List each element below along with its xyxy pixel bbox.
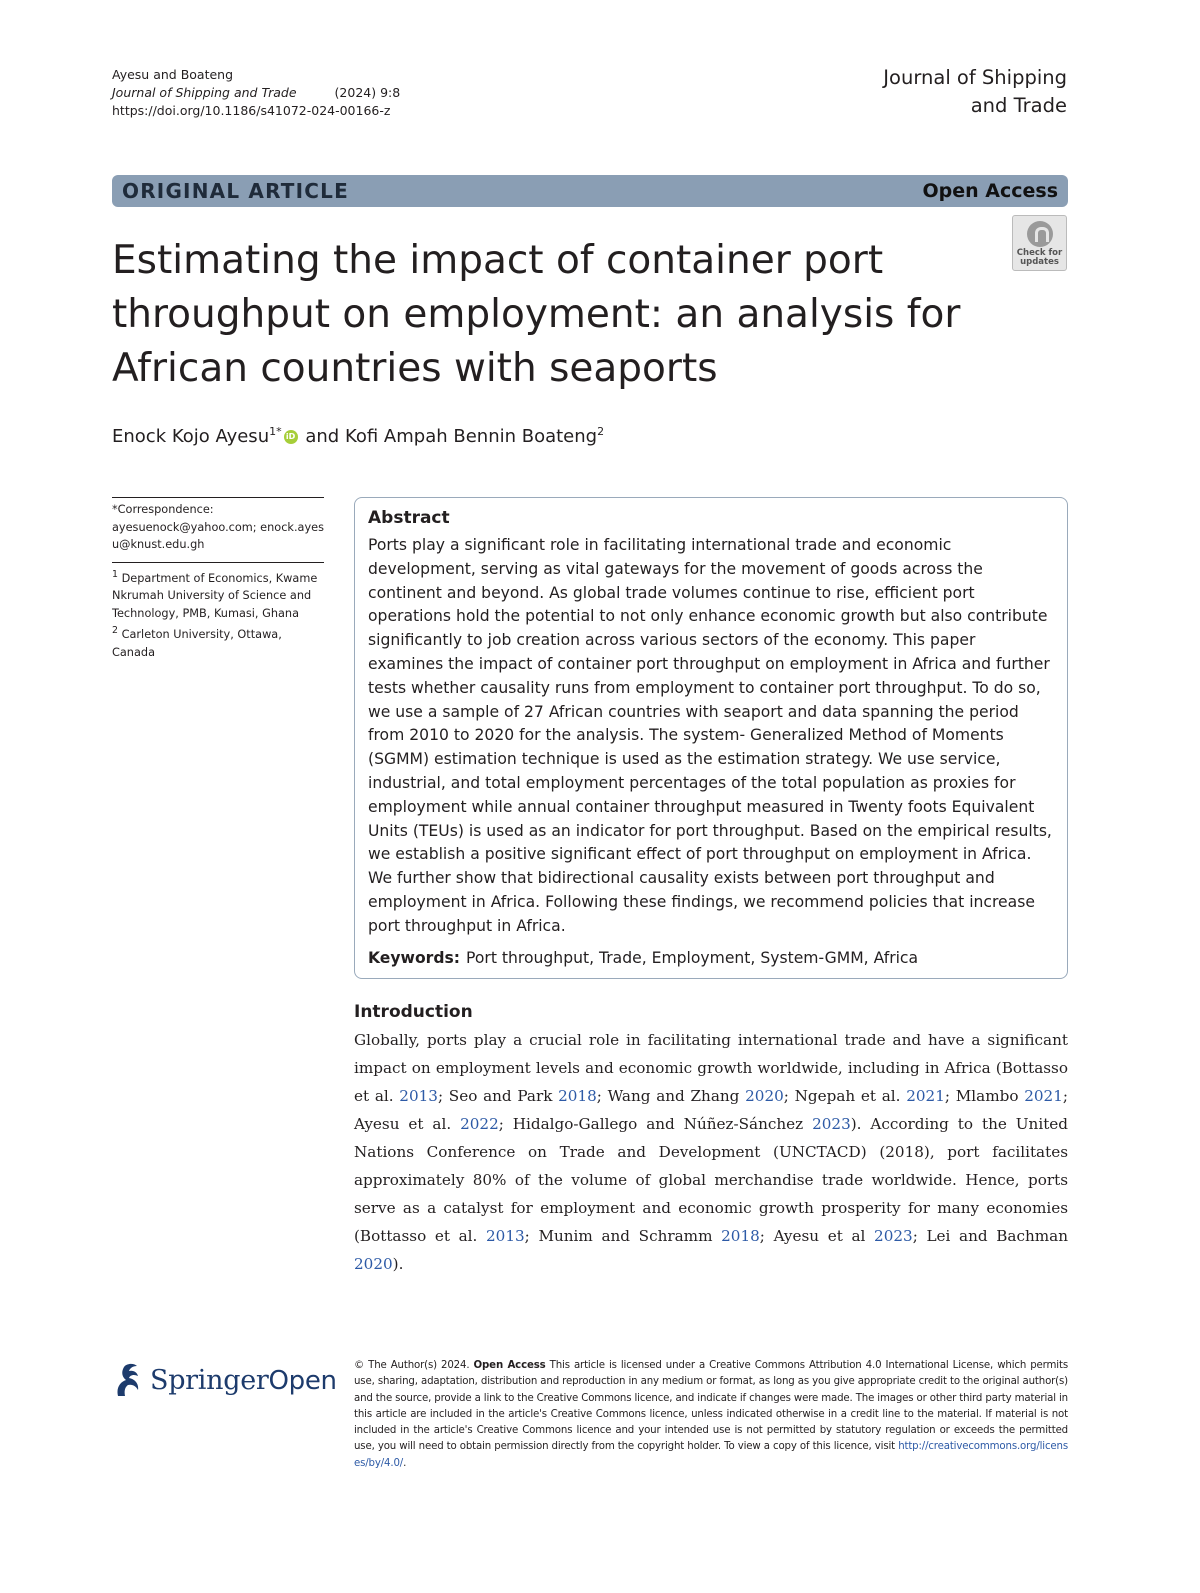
logo-open-text: Open [268, 1365, 337, 1396]
correspondence-label: *Correspondence: [112, 503, 214, 516]
orcid-icon[interactable]: iD [284, 430, 298, 444]
keywords-list: Port throughput, Trade, Employment, System-GMM, Africa [466, 948, 919, 967]
header-journal-line [112, 84, 400, 102]
article-title: Estimating the impact of container port throughput on employment: an analysis for African countries with seaports [112, 238, 961, 391]
open-access-label: Open Access [922, 180, 1058, 202]
crossmark-line2: updates [1020, 257, 1059, 267]
author-2-name[interactable]: Kofi Ampah Bennin Boateng [344, 426, 598, 447]
citation-link[interactable]: 2022 [460, 1115, 499, 1133]
citation-link[interactable]: 2021 [906, 1087, 945, 1105]
license-link[interactable]: http://creativecommons.org/licenses/by/4.0/ [354, 1441, 1068, 1469]
license-text: This article is licensed under a Creative Commons Attribution 4.0 International License, which permits use, sharing, adaptation, distribution and reproduction in any medium or format, as long as you give appropriate credit to the original author(s) and the source, provide a link to the Creative Commons licence, and indicate if changes were made. The images or other third party material in this article are included in the article's Creative Commons licence, unless indicated otherwise in a credit line to the material. If material is not included in the article's Creative Commons licence and your intended use is not permitted by statutory regulation or exceeds the permitted use, you will need to obtain permission directly from the copyright holder. To view a copy of this licence, visit [354, 1360, 1068, 1453]
license-statement [354, 1358, 1068, 1472]
intro-text: ; Ayesu et al. [354, 1087, 1068, 1133]
header-authors: Ayesu and Boateng [112, 67, 234, 82]
citation-link[interactable]: 2020 [745, 1087, 784, 1105]
citation-link[interactable]: 2023 [812, 1115, 851, 1133]
citation-link[interactable]: 2018 [558, 1087, 597, 1105]
author-line [112, 420, 604, 449]
citation-link[interactable]: 2021 [1024, 1087, 1063, 1105]
citation-link[interactable]: 2020 [354, 1255, 393, 1273]
journal-masthead-line1: Journal of Shipping [883, 66, 1067, 89]
journal-masthead [883, 64, 1067, 120]
license-suffix: . [403, 1457, 407, 1469]
author-1-affiliation-mark: 1* [269, 425, 282, 438]
springer-open-logo [112, 1360, 337, 1400]
article-type-label: ORIGINAL ARTICLE [122, 179, 349, 203]
citation-link[interactable]: 2018 [721, 1227, 760, 1245]
intro-text: ; Mlambo [944, 1087, 1025, 1105]
affiliations-block [112, 562, 324, 661]
introduction-paragraph [354, 1026, 1068, 1278]
introduction-heading: Introduction [354, 1002, 473, 1022]
intro-text: ; Lei and Bachman [912, 1227, 1068, 1245]
crossmark-line1: Check for [1016, 248, 1063, 258]
crossmark-icon [1027, 221, 1053, 247]
springer-horse-icon [112, 1360, 142, 1400]
logo-springer-text: Springer [150, 1364, 269, 1396]
abstract-heading: Abstract [368, 508, 450, 528]
running-header [112, 66, 400, 120]
abstract-box [354, 497, 1068, 979]
check-for-updates-badge[interactable] [1012, 215, 1067, 271]
intro-text: ; Ngepah et al. [783, 1087, 907, 1105]
intro-text: ; Ayesu et al [759, 1227, 875, 1245]
citation-link[interactable]: 2013 [399, 1087, 438, 1105]
correspondence-emails[interactable]: ayesuenock@yahoo.com; enock.ayesu@knust.edu.gh [112, 520, 324, 551]
affiliation-2-text: Carleton University, Ottawa, Canada [112, 628, 282, 659]
author-1-name[interactable]: Enock Kojo Ayesu [112, 426, 270, 447]
article-type-banner [112, 175, 1068, 207]
author-connector: and [305, 426, 340, 447]
citation-link[interactable]: 2013 [486, 1227, 525, 1245]
intro-text: ). According to the United Nations Conference on Trade and Development (UNCTACD) (2018), port facilitates approximately 80% of the volume of global merchandise trade worldwide. Hence, ports serve as a catalyst for employment and economic growth prosperity for many economies (Bottasso et al. [354, 1115, 1069, 1245]
intro-text: ; Munim and Schramm [524, 1227, 722, 1245]
correspondence-block [112, 497, 324, 554]
affiliation-2 [112, 622, 324, 661]
journal-masthead-line2: and Trade [970, 94, 1067, 117]
affiliation-1-text: Department of Economics, Kwame Nkrumah University of Science and Technology, PMB, Kumasi, Ghana [112, 571, 318, 620]
intro-text: Globally, ports play a crucial role in facilitating international trade and have a significant impact on employment levels and economic growth worldwide, including in Africa (Bottasso et al. [354, 1031, 1068, 1105]
keywords-label: Keywords: [368, 948, 461, 967]
intro-text: ; Seo and Park [437, 1087, 559, 1105]
affiliation-2-number: 2 [112, 625, 118, 637]
header-doi[interactable]: https://doi.org/10.1186/s41072-024-00166-z [112, 103, 391, 118]
citation-link[interactable]: 2023 [874, 1227, 913, 1245]
header-journal-name: Journal of Shipping and Trade [112, 85, 297, 100]
intro-text: ; Hidalgo-Gallego and Núñez-Sánchez [498, 1115, 813, 1133]
author-2-affiliation-mark: 2 [597, 425, 605, 438]
affiliation-1 [112, 566, 324, 622]
license-prefix: © The Author(s) 2024. [354, 1360, 470, 1371]
keywords-line [368, 947, 1055, 969]
header-year-volume: (2024) 9:8 [334, 85, 401, 100]
intro-text: ). [392, 1255, 404, 1273]
logo-wordmark [150, 1365, 337, 1396]
intro-text: ; Wang and Zhang [596, 1087, 746, 1105]
affiliation-1-number: 1 [112, 569, 118, 580]
license-open-access: Open Access [473, 1360, 546, 1371]
abstract-body: Ports play a significant role in facilitating international trade and economic development, serving as vital gateways for the movement of goods across the continent and beyond. As global trade volumes continue to rise, efficient port operations hold the potential to not only enhance economic growth but also contribute significantly to job creation across various sectors of the economy. This paper examines the impact of container port throughput on employment in Africa and further tests whether causality runs from employment to container port throughput. To do so, we use a sample of 27 African countries with seaport and data spanning the period from 2010 to 2020 for the analysis. The system- Generalized Method of Moments (SGMM) estimation technique is used as the estimation strategy. We use service, industrial, and total employment percentages of the total population as proxies for employment while annual container throughput measured in Twenty foots Equivalent Units (TEUs) is used as an indicator for port throughput. Based on the empirical results, we establish a positive significant effect of port throughput on employment in Africa. We further show that bidirectional causality exists between port throughput and employment in Africa. Following these findings, we recommend policies that increase port throughput in Africa. [368, 536, 1052, 935]
